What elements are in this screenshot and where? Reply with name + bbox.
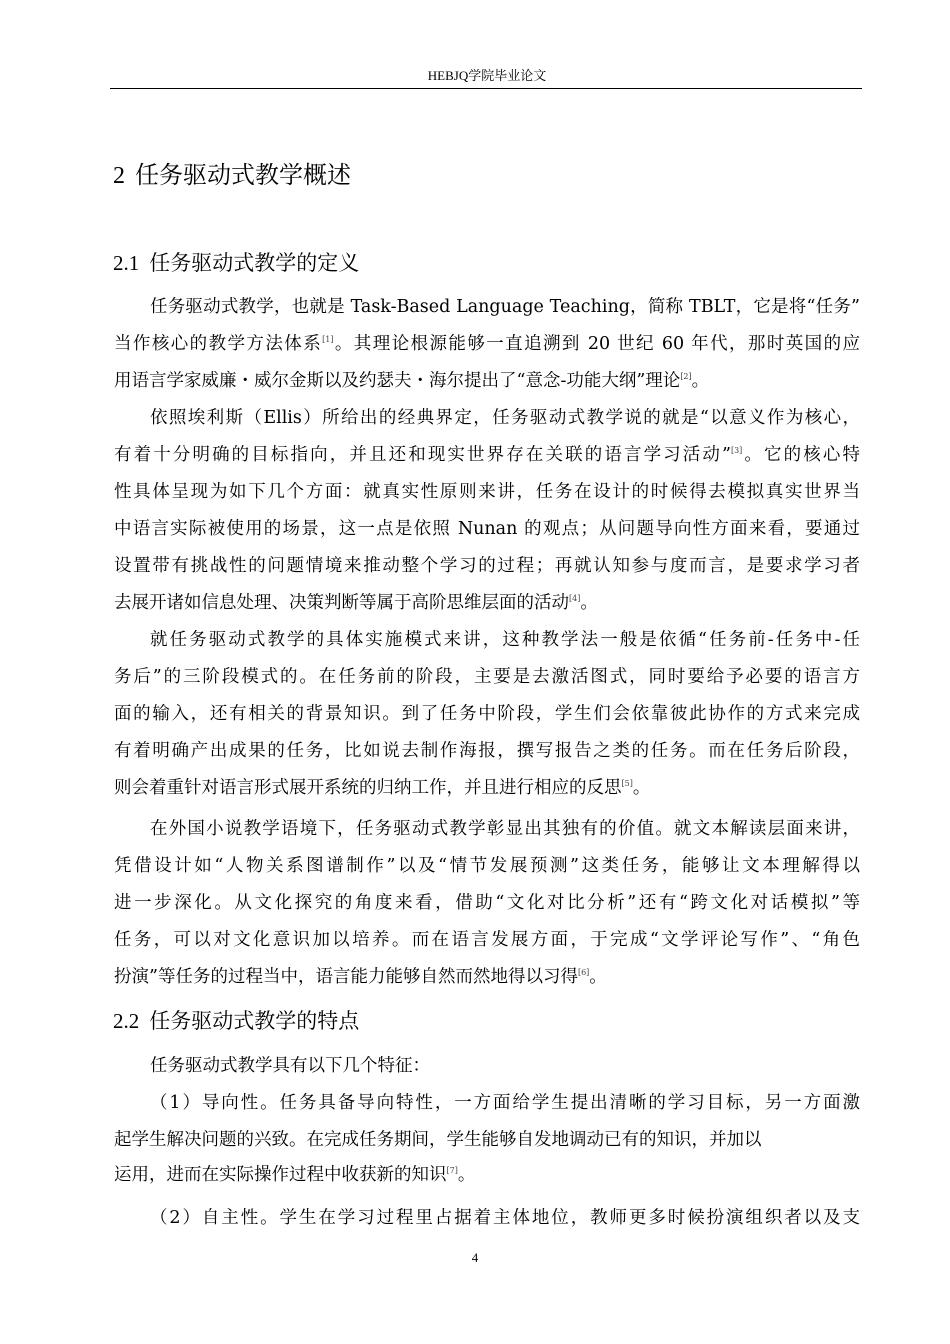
paragraph-line: 任务驱动式教学，也就是 Task-Based Language Teaching，简称 TBLT，它是将“任务” — [150, 297, 860, 317]
paragraph-line: 有着十分明确的目标指向，并且还和现实世界存在关联的语言学习活动”[3]。它的核心特 — [114, 445, 860, 465]
paragraph-line: 进一步深化。从文化探究的角度来看，借助“文化对比分析”还有“跨文化对话模拟”等 — [114, 893, 860, 913]
paragraph-line: 用语言学家威廉・威尔金斯以及约瑟夫・海尔提出了“意念-功能大纲”理论[2]。 — [114, 371, 710, 391]
paragraph-line: 运用，进而在实际操作过程中收获新的知识[7]。 — [114, 1165, 476, 1185]
paragraph-line: 务后”的三阶段模式的。在任务前的阶段，主要是去激活图式，同时要给予必要的语言方 — [114, 667, 860, 687]
section-title: 任务驱动式教学的定义 — [149, 251, 360, 275]
citation: [7] — [446, 1166, 458, 1175]
paragraph-line: 中语言实际被使用的场景，这一点是依照 Nunan 的观点；从问题导向性方面来看，要通过 — [114, 519, 860, 539]
paragraph-line: 任务，可以对文化意识加以培养。而在语言发展方面，于完成“文学评论写作”、“角色 — [114, 930, 860, 950]
section-number: 2.1 — [113, 251, 140, 275]
page-number: 4 — [471, 1250, 479, 1265]
paragraph-line: 在外国小说教学语境下，任务驱动式教学彰显出其独有的价值。就文本解读层面来讲， — [150, 819, 860, 839]
citation: [1] — [322, 335, 334, 344]
paragraph-line: 任务驱动式教学具有以下几个特征： — [150, 1056, 430, 1076]
paragraph-line: 扮演”等任务的过程当中，语言能力能够自然而然地得以习得[6]。 — [114, 967, 607, 987]
citation: [4] — [569, 594, 581, 603]
paragraph-line: 设置带有挑战性的问题情境来推动整个学习的过程；再就认知参与度而言，是要求学习者 — [114, 556, 860, 576]
paragraph-line: 性具体呈现为如下几个方面：就真实性原则来讲，任务在设计的时候得去模拟真实世界当 — [114, 482, 860, 502]
paragraph-line: 起学生解决问题的兴致。在完成任务期间，学生能够自发地调动已有的知识，并加以 — [114, 1130, 762, 1150]
paragraph-line: 凭借设计如“人物关系图谱制作”以及“情节发展预测”这类任务，能够让文本理解得以 — [114, 856, 860, 876]
citation: [6] — [577, 968, 590, 977]
section-title: 任务驱动式教学的特点 — [149, 1009, 360, 1033]
section-heading-2-1 — [113, 248, 359, 278]
chapter-title: 任务驱动式教学概述 — [135, 161, 351, 189]
paragraph-line: （2）自主性。学生在学习过程里占据着主体地位，教师更多时候扮演组织者以及支 — [150, 1208, 860, 1228]
section-heading-2-2 — [113, 1006, 359, 1036]
paragraph-line: 去展开诸如信息处理、决策判断等属于高阶思维层面的活动[4]。 — [114, 593, 598, 613]
chapter-number: 2 — [113, 163, 125, 189]
paragraph-line: 则会着重针对语言形式展开系统的归纳工作，并且进行相应的反思[5]。 — [114, 778, 651, 798]
header-rule — [110, 88, 862, 89]
running-header: HEBJQ学院毕业论文 — [427, 68, 547, 83]
citation: [3] — [730, 446, 743, 455]
paragraph-line: （1）导向性。任务具备导向特性，一方面给学生提出清晰的学习目标，另一方面激 — [150, 1093, 860, 1113]
paragraph-line: 依照埃利斯（Ellis）所给出的经典界定，任务驱动式教学说的就是“以意义作为核心， — [150, 408, 860, 428]
citation: [5] — [621, 779, 633, 788]
paragraph-line: 当作核心的教学方法体系[1]。其理论根源能够一直追溯到 20 世纪 60 年代，那时英国的应 — [114, 334, 860, 354]
paragraph-line: 有着明确产出成果的任务，比如说去制作海报，撰写报告之类的任务。而在任务后阶段， — [114, 741, 860, 761]
chapter-heading — [113, 158, 351, 193]
paragraph-line: 就任务驱动式教学的具体实施模式来讲，这种教学法一般是依循“任务前-任务中-任 — [150, 630, 860, 650]
section-number: 2.2 — [113, 1009, 140, 1033]
paragraph-line: 面的输入，还有相关的背景知识。到了任务中阶段，学生们会依靠彼此协作的方式来完成 — [114, 704, 860, 724]
citation: [2] — [680, 372, 692, 381]
